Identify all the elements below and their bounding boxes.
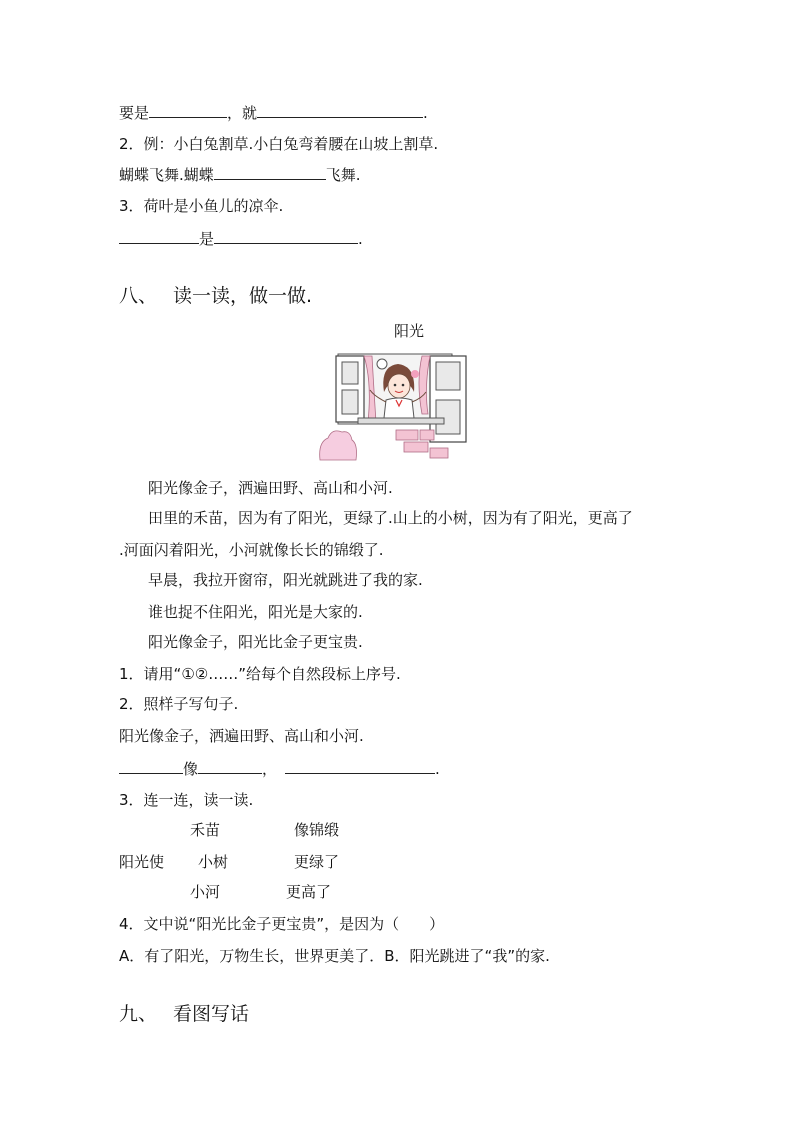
answer-blank[interactable] [149,102,227,118]
match-right-item[interactable]: 更高了 [286,883,332,901]
question-text: 1．请用“①②……”给每个自然段标上序号. [119,665,401,683]
question-text: 3．荷叶是小鱼儿的凉伞. [119,197,284,215]
illustration-svg [318,352,474,462]
match-right-item[interactable]: 更绿了 [294,853,340,871]
answer-blank[interactable] [119,758,183,774]
passage-paragraph: 阳光像金子，阳光比金子更宝贵. [148,633,363,651]
match-middle-item[interactable]: 禾苗 [190,821,221,839]
answer-blank[interactable] [214,164,326,180]
fill-in-line-2: 蝴蝶飞舞.蝴蝶 飞舞. [119,166,361,184]
fill-in-line-4: 像 ， . [119,758,440,779]
question-text: 4．文中说“阳光比金子更宝贵”，是因为（ ） [119,915,445,933]
section-heading: 九、 看图写话 [119,1003,250,1025]
section-heading: 八、 读一读，做一做. [119,285,313,307]
answer-blank[interactable] [119,228,199,244]
passage-paragraph: 谁也捉不住阳光，阳光是大家的. [148,603,363,621]
passage-paragraph: 阳光像金子，洒遍田野、高山和小河. [148,479,393,497]
match-middle-item[interactable]: 小河 [190,883,221,901]
answer-options: A．有了阳光，万物生长，世界更美了．B．阳光跳进了“我”的家. [119,947,550,965]
match-middle-item[interactable]: 小树 [198,853,229,871]
fill-in-line-1: 要是 ，就 . [119,104,428,122]
passage-paragraph: .河面闪着阳光，小河就像长长的锦缎了. [119,541,384,559]
girl-at-window-illustration [318,352,474,462]
passage-paragraph: 早晨，我拉开窗帘，阳光就跳进了我的家. [148,571,423,589]
question-text: 2．照样子写句子. [119,695,239,713]
passage-paragraph: 田里的禾苗，因为有了阳光，更绿了.山上的小树，因为有了阳光，更高了 [148,509,633,527]
fill-in-line-3: 是 . [119,228,363,249]
answer-blank[interactable] [257,102,423,118]
answer-blank[interactable] [214,228,358,244]
answer-blank[interactable] [285,758,435,774]
match-right-item[interactable]: 像锦缎 [294,821,340,839]
answer-blank[interactable] [198,758,262,774]
question-text: 2．例：小白兔割草.小白兔弯着腰在山坡上割草. [119,135,439,153]
example-sentence: 阳光像金子，洒遍田野、高山和小河. [119,727,364,745]
match-left-label: 阳光使 [119,853,165,871]
passage-title: 阳光 [394,322,425,340]
question-text: 3．连一连，读一读. [119,791,254,809]
